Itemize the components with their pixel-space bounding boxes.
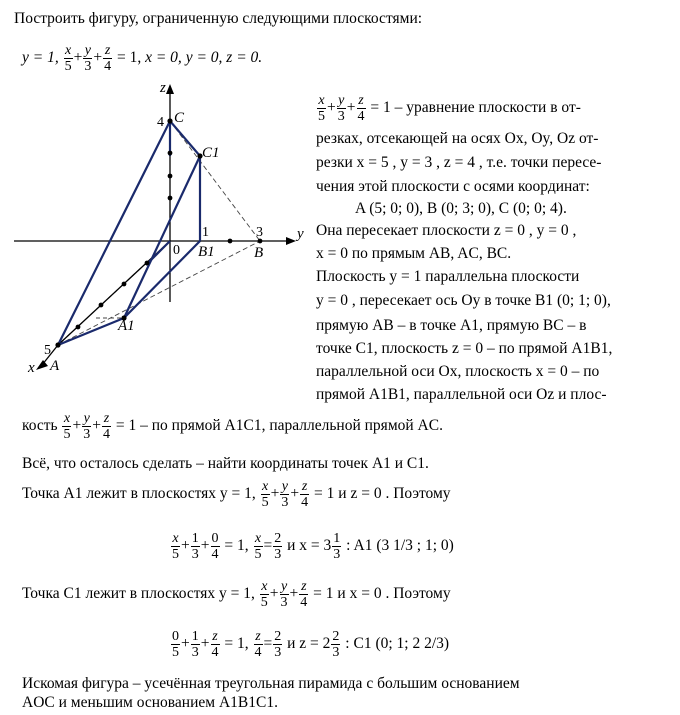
edge-A1A (58, 318, 124, 345)
label-C1: C1 (202, 145, 220, 161)
pointA1-result: : A1 (3 1/3 ; 1; 0) (346, 537, 454, 554)
para1-line10: прямую AB – в точке A1, прямую BC – в (316, 317, 587, 334)
eq-frac-rhs: = 1, (116, 49, 142, 66)
dashed-CB (170, 121, 260, 241)
para1-line14: кость $\frac{x}{5}$ + $\frac{y}{3}$ + $\frac{z}{4}$ = 1 – по прямой A1C1, параллельной прямой AC. (22, 410, 443, 442)
label-C: C (174, 110, 185, 126)
pyramid-figure (14, 80, 314, 380)
conclusion-line2: AOC и меньшим основанием A1B1C1. (22, 694, 278, 711)
para1-line11: точке C1, плоскость z = 0 – по прямой A1B1, (316, 340, 613, 357)
label-B: B (254, 245, 264, 261)
remaining-text: Всё, что осталось сделать – найти координаты точек A1 и C1. (22, 455, 429, 472)
frac-x5: $\frac{x}{5}$ (64, 42, 72, 74)
frac-y3: $\frac{y}{3}$ (84, 42, 92, 74)
para1-points: A (5; 0; 0), B (0; 3; 0), C (0; 0; 4). (355, 200, 567, 217)
para1-line2: резках, отсекающей на осях Ox, Oy, Oz от- (316, 130, 599, 147)
para1-line9: y = 0 , пересекает ось Oy в точке B1 (0; 1; 0), (316, 292, 611, 309)
eq-x0: x = 0, (145, 49, 182, 66)
label-tick5: 5 (44, 343, 51, 358)
pointC1-result: : C1 (0; 1; 2 2/3) (345, 635, 450, 652)
eq-y1: y = 1, (22, 49, 59, 66)
label-x: x (28, 360, 35, 376)
z-arrow (166, 84, 174, 94)
dashed-AB (58, 241, 260, 345)
task-title: Построить фигуру, ограниченную следующими плоскостями: (14, 10, 423, 27)
eq-z0: z = 0. (226, 49, 263, 66)
edge-B1A1 (124, 241, 200, 318)
frac-z4: $\frac{z}{4}$ (104, 42, 112, 74)
label-y: y (297, 226, 304, 242)
para1-line1: $\frac{x}{5}$ + $\frac{y}{3}$ + $\frac{z}{4}$ = 1 – уравнение плоскости в от- (318, 92, 581, 124)
edge-CA (58, 121, 170, 345)
edge-CC1 (170, 121, 200, 156)
pointA1-equations: $\frac{x}{5}$ + $\frac{1}{3}$ + $\frac{0}{4}$ = 1, $\frac{x}{5}$ = $\frac{2}{3}$ и x = 3 $\frac{1}{3}$ : A1 (3 1/3 ; 1; 0) (172, 530, 454, 562)
label-O: 0 (173, 243, 180, 258)
label-tick3: 3 (256, 225, 263, 240)
para1-line6: Она пересекает плоскости z = 0 , y = 0 , (316, 222, 577, 239)
para1-line13: прямой A1B1, параллельной оси Oz и плос- (316, 386, 607, 403)
para1-line12: параллельной оси Ox, плоскость x = 0 – по (316, 363, 600, 380)
eq-y0: y = 0, (185, 49, 223, 66)
para1-line3: резки x = 5 , y = 3 , z = 4 , т.е. точки пересе- (316, 154, 602, 171)
edge-C1A1 (124, 156, 200, 318)
pointC1-equations: $\frac{0}{5}$ + $\frac{1}{3}$ + $\frac{z}{4}$ = 1, $\frac{z}{4}$ = $\frac{2}{3}$ и z = 2 $\frac{2}{3}$ : C1 (0; 1; 2 2/3) (172, 628, 450, 660)
axis-dots (55, 118, 262, 347)
label-tick1: 1 (202, 225, 209, 240)
label-tick4: 4 (157, 115, 164, 130)
para1-line7: x = 0 по прямым AB, AC, BC. (316, 245, 512, 262)
para1-line8: Плоскость y = 1 параллельна плоскости (316, 268, 580, 285)
para1-line4: чения этой плоскости с осями координат: (316, 178, 590, 195)
pointC1-intro: Точка C1 лежит в плоскостях y = 1, $\frac{x}{5}$ + $\frac{y}{3}$ + $\frac{z}{4}$ = 1 и x = 0 . Поэтому (22, 578, 451, 610)
plane-equations: y = 1, $\frac{x}{5}$ + $\frac{y}{3}$ + $\frac{z}{4}$ = 1, x = 0, y = 0, z = 0. (22, 42, 263, 74)
label-A1: A1 (118, 318, 135, 334)
label-A: A (50, 358, 60, 374)
y-arrow (286, 237, 296, 245)
conclusion-line1: Искомая фигура – усечённая треугольная пирамида с большим основанием (22, 675, 520, 692)
label-z: z (160, 80, 166, 96)
pointA1-intro: Точка A1 лежит в плоскостях y = 1, $\frac{x}{5}$ + $\frac{y}{3}$ + $\frac{z}{4}$ = 1 и z = 0 . Поэтому (22, 478, 451, 510)
label-B1: B1 (198, 244, 215, 260)
